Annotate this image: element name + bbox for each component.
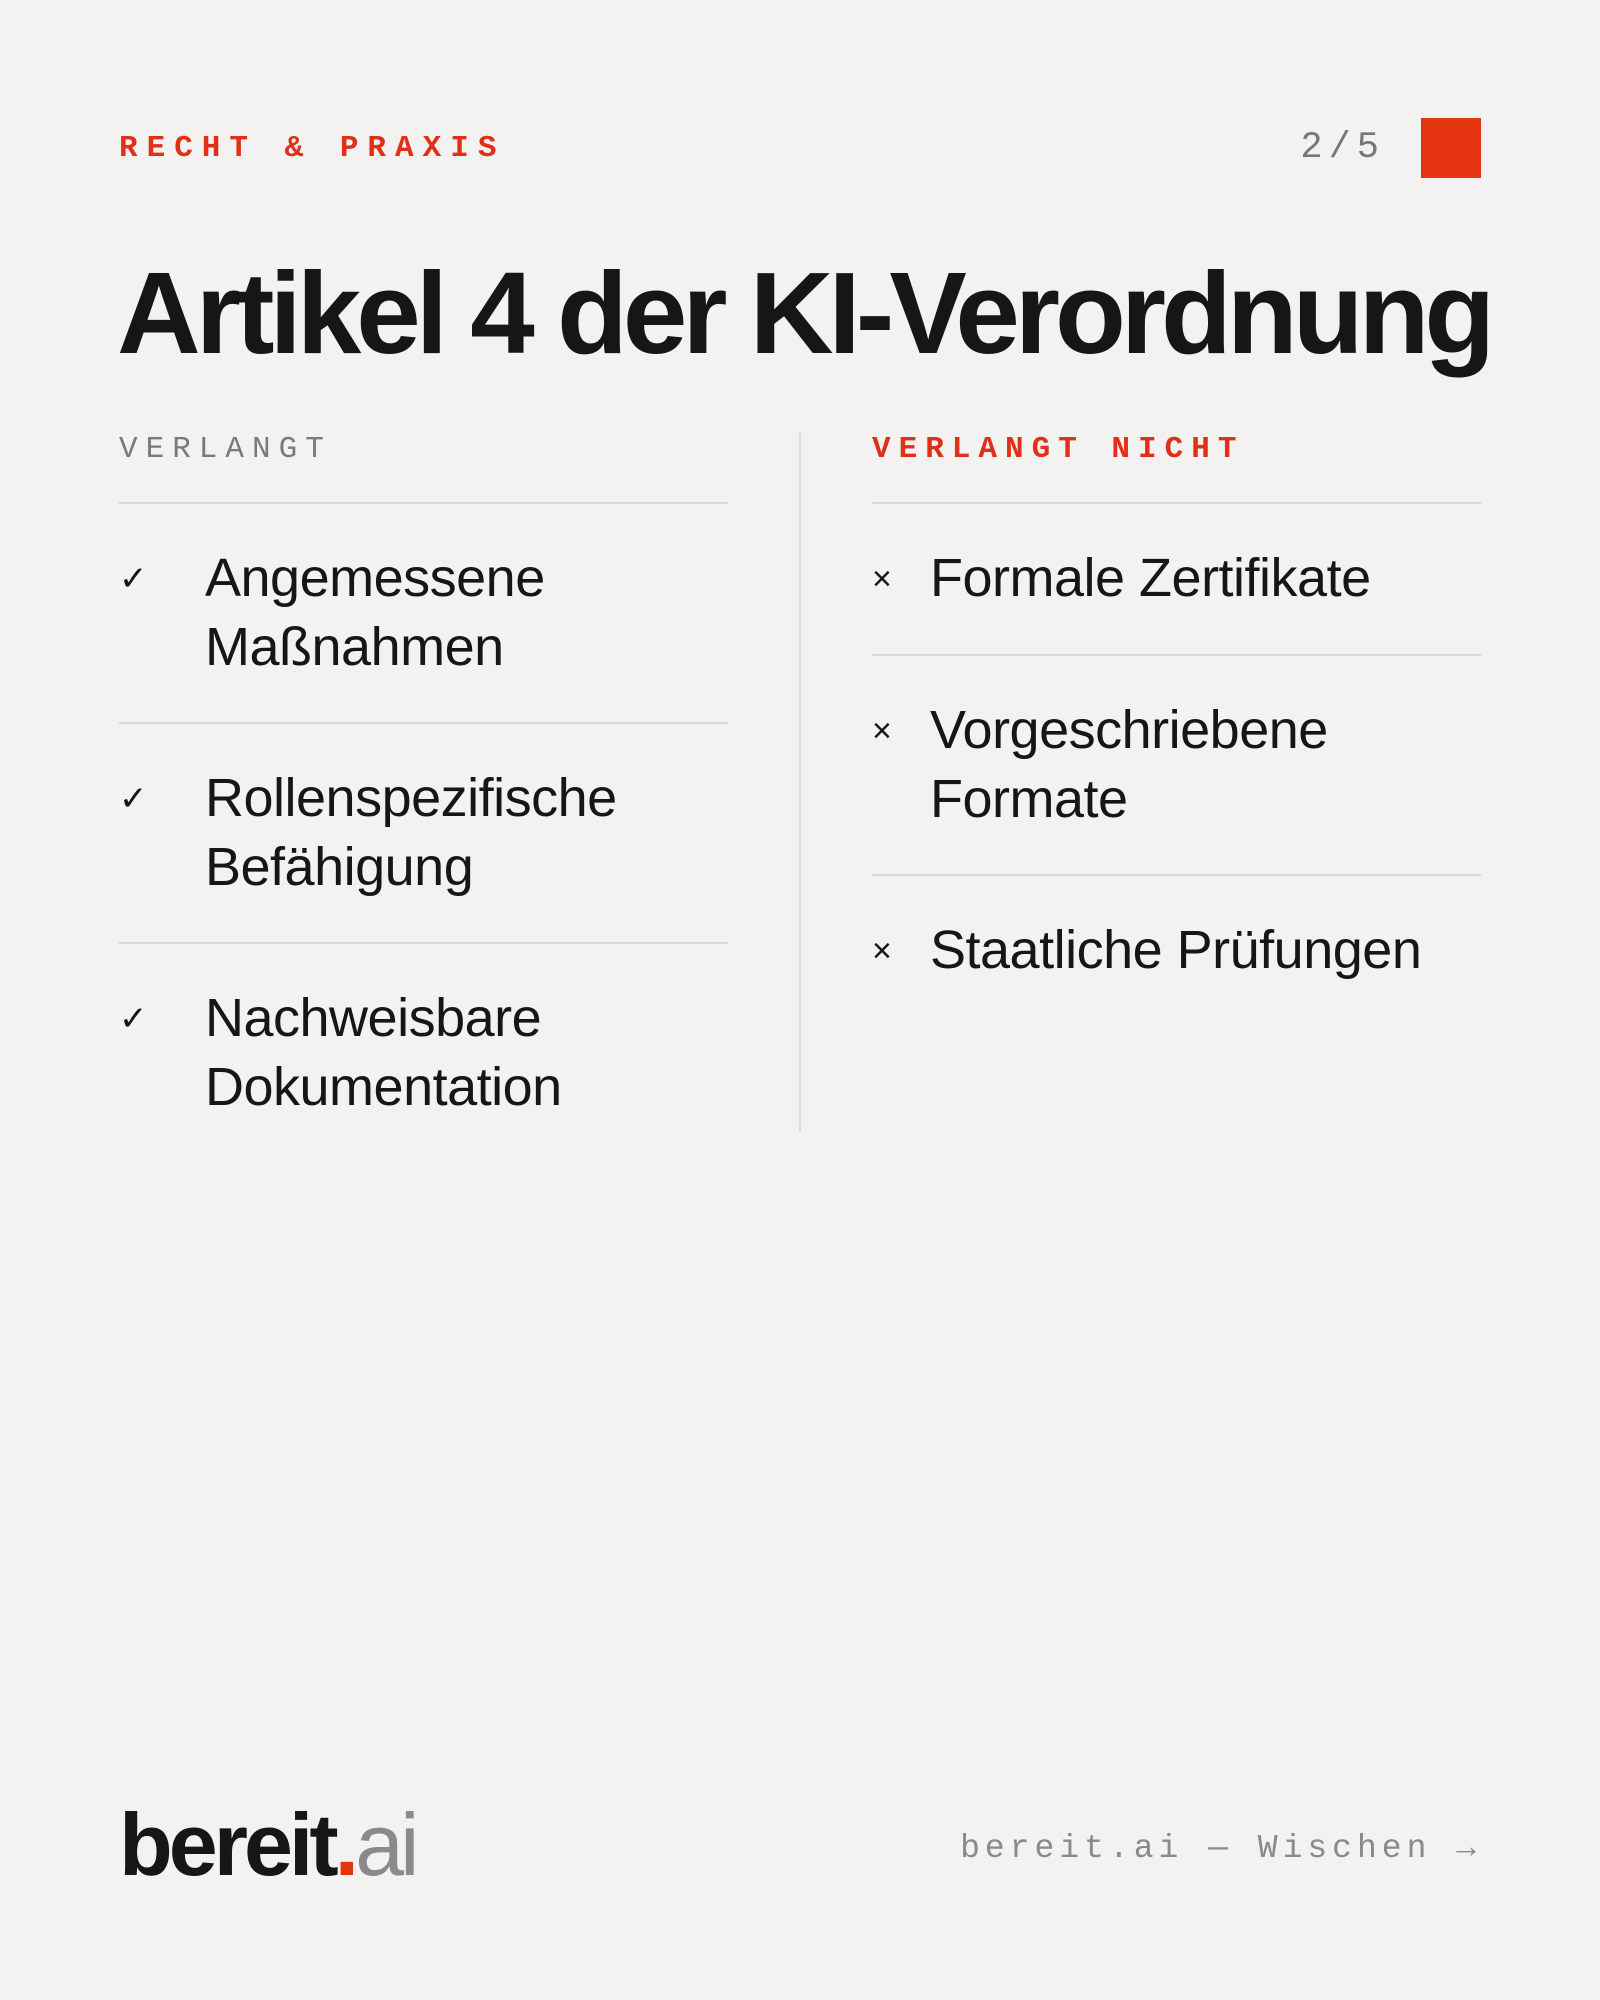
list-item	[872, 656, 1481, 876]
list-item	[119, 724, 728, 944]
list-item	[119, 504, 728, 724]
list-item-text: Nachweisbare Dokumentation	[205, 988, 562, 1117]
pager	[1300, 118, 1481, 178]
not-required-column	[872, 430, 1481, 1026]
swipe-hint: bereit.ai — Wischen →	[960, 1830, 1481, 1867]
cross-icon: ×	[872, 712, 892, 750]
check-icon: ✓	[119, 780, 148, 818]
list-item-text: Vorgeschriebene Formate	[930, 700, 1328, 829]
check-icon: ✓	[119, 1000, 148, 1038]
required-column	[119, 430, 728, 1162]
required-heading: VERLANGT	[119, 430, 728, 504]
list-item-text: Angemessene Maßnahmen	[205, 548, 545, 677]
check-icon: ✓	[119, 560, 148, 598]
page-title: Artikel 4 der KI-Verordnung	[117, 248, 1491, 378]
cross-icon: ×	[872, 560, 892, 598]
list-item	[872, 504, 1481, 656]
list-item-text: Formale Zertifikate	[930, 548, 1371, 608]
page-indicator: 2/5	[1300, 127, 1385, 169]
cross-icon: ×	[872, 932, 892, 970]
top-bar	[119, 118, 1481, 178]
list-item	[872, 876, 1481, 1026]
brand-logo: bereit.ai	[119, 1795, 416, 1894]
not-required-heading: VERLANGT NICHT	[872, 430, 1481, 504]
accent-square	[1421, 118, 1481, 178]
column-divider	[799, 432, 801, 1132]
category-label: RECHT & PRAXIS	[119, 130, 506, 166]
list-item	[119, 944, 728, 1162]
list-item-text: Staatliche Prüfungen	[930, 920, 1422, 980]
list-item-text: Rollenspezifische Befähigung	[205, 768, 617, 897]
